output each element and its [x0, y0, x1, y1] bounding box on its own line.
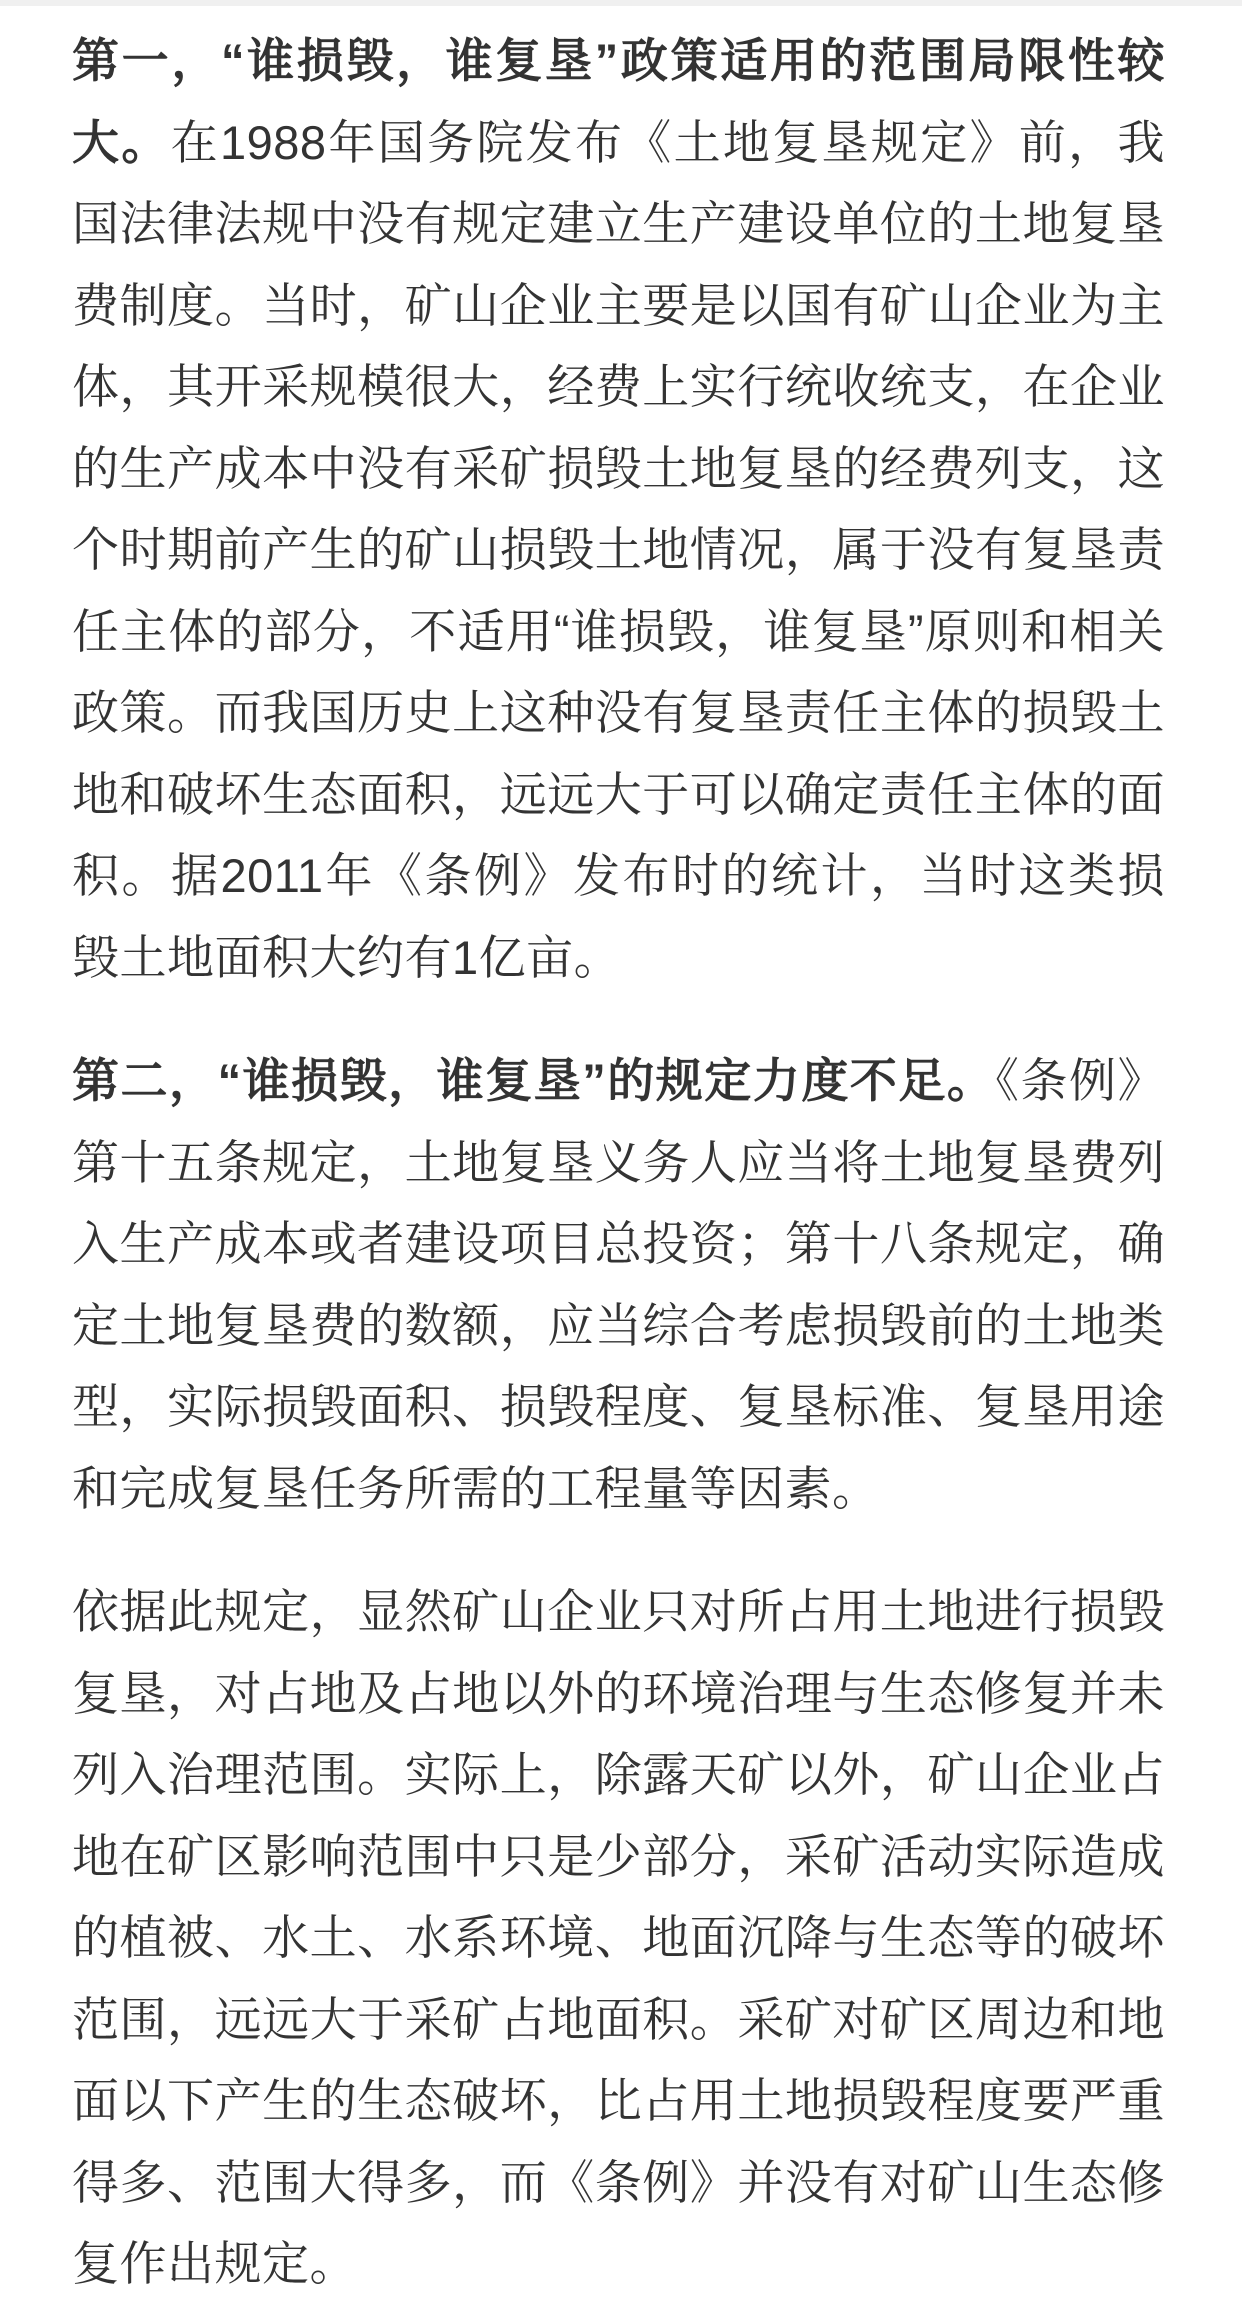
paragraph-bold-lead: 第二，“谁损毁，谁复垦”的规定力度不足。 [72, 1054, 996, 1107]
paragraph-text: 在1988年国务院发布《土地复垦规定》前，我国法律法规中没有规定建立生产建设单位的土地复垦费制度。当时，矿山企业主要是以国有矿山企业为主体，其开采规模很大，经费上实行统收统支，在企业的生产成本中没有采矿损毁土地复垦的经费列支，这个时期前产生的矿山损毁土地情况，属于没有复垦责任主体的部分，不适用“谁损毁，谁复垦”原则和相关政策。而我国历史上这种没有复垦责任主体的损毁土地和破坏生态面积，远远大于可以确定责任主体的面积。据2011年《条例》发布时的统计，当时这类损毁土地面积大约有1亿亩。 [72, 115, 1166, 984]
paragraph [72, 1571, 1165, 2305]
paragraph-bold-lead: 第一，“谁损毁，谁复垦”政策适用的范围局限性较大。 [72, 34, 1165, 169]
paragraph [72, 1040, 1165, 1529]
article-body [0, 6, 1242, 2305]
paragraph-text: 依据此规定，显然矿山企业只对所占用土地进行损毁复垦，对占地及占地以外的环境治理与生态修复并未列入治理范围。实际上，除露天矿以外，矿山企业占地在矿区影响范围中只是少部分，采矿活动实际造成的植被、水土、水系环境、地面沉降与生态等的破坏范围，远远大于采矿占地面积。采矿对矿区周边和地面以下产生的生态破坏，比占用土地损毁程度要严重得多、范围大得多，而《条例》并没有对矿山生态修复作出规定。 [72, 1585, 1165, 2290]
paragraph-text: 《条例》第十五条规定，土地复垦义务人应当将土地复垦费列入生产成本或者建设项目总投资；第十八条规定，确定土地复垦费的数额，应当综合考虑损毁前的土地类型，实际损毁面积、损毁程度、复垦标准、复垦用途和完成复垦任务所需的工程量等因素。 [72, 1054, 1166, 1515]
paragraph [72, 20, 1165, 998]
